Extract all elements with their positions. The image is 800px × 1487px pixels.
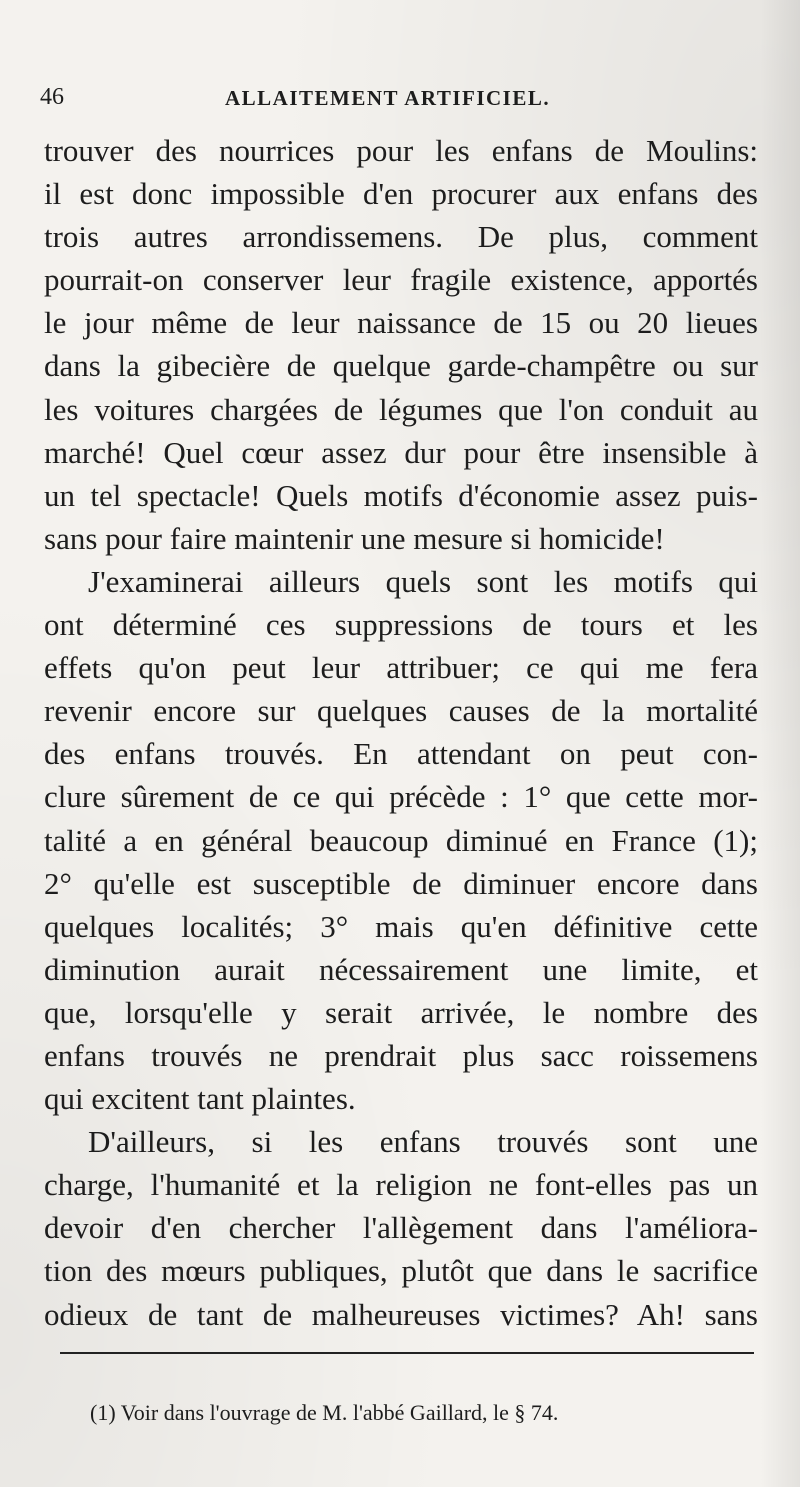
- text-line: un tel spectacle! Quels motifs d'économie assez puis-: [44, 477, 758, 513]
- text-line: ont déterminé ces suppressions de tours et les: [44, 607, 758, 643]
- text-line: trouver des nourrices pour les enfans de Moulins:: [44, 133, 758, 168]
- text-line: 2° qu'elle est susceptible de diminuer encore dans: [44, 865, 758, 901]
- text-line: des enfans trouvés. En attendant on peut con-: [44, 736, 758, 772]
- text-line: il est donc impossible d'en procurer aux enfans des: [44, 176, 758, 212]
- page-header: [40, 84, 760, 114]
- text-line: sans pour faire maintenir une mesure si homicide!: [44, 520, 665, 556]
- text-line: dans la gibecière de quelque garde-champêtre ou sur: [44, 348, 758, 384]
- text-line: les voitures chargées de légumes que l'on conduit au: [44, 391, 758, 427]
- text-line: le jour même de leur naissance de 15 ou 20 lieues: [44, 305, 758, 341]
- text-line: que, lorsqu'elle y serait arrivée, le nombre des: [44, 994, 758, 1030]
- text-line: tion des mœurs publiques, plutôt que dans le sacrifice: [44, 1253, 758, 1289]
- page-edge-shadow: [760, 0, 800, 1487]
- footnote: (1) Voir dans l'ouvrage de M. l'abbé Gaillard, le § 74.: [90, 1400, 559, 1425]
- text-line: J'examinerai ailleurs quels sont les motifs qui: [88, 563, 758, 599]
- text-line: quelques localités; 3° mais qu'en définitive cette: [44, 908, 758, 944]
- text-line: revenir encore sur quelques causes de la mortalité: [44, 693, 758, 729]
- text-line: D'ailleurs, si les enfans trouvés sont une: [88, 1124, 758, 1160]
- text-line: talité a en général beaucoup diminué en France (1);: [44, 822, 758, 858]
- text-line: charge, l'humanité et la religion ne font-elles pas un: [44, 1167, 758, 1203]
- text-line: odieux de tant de malheureuses victimes? Ah! sans: [44, 1296, 758, 1332]
- text-line: effets qu'on peut leur attribuer; ce qui me fera: [44, 650, 758, 686]
- text-line: marché! Quel cœur assez dur pour être insensible à: [44, 434, 758, 470]
- footnote-rule: [60, 1352, 754, 1354]
- text-line: pourrait-on conserver leur fragile existence, apportés: [44, 262, 758, 298]
- text-line: diminution aurait nécessairement une limite, et: [44, 951, 758, 987]
- text-line: enfans trouvés ne prendrait plus sacc roissemens: [44, 1037, 758, 1073]
- running-head: ALLAITEMENT ARTIFICIEL.: [225, 86, 551, 110]
- text-line: trois autres arrondissemens. De plus, comment: [44, 219, 758, 255]
- page-number: 46: [40, 84, 64, 110]
- text-line: clure sûrement de ce qui précède : 1° que cette mor-: [44, 779, 758, 815]
- text-line: qui excitent tant plaintes.: [44, 1081, 356, 1117]
- text-line: devoir d'en chercher l'allègement dans l'améliora-: [44, 1210, 758, 1246]
- body-text: [44, 129, 758, 1336]
